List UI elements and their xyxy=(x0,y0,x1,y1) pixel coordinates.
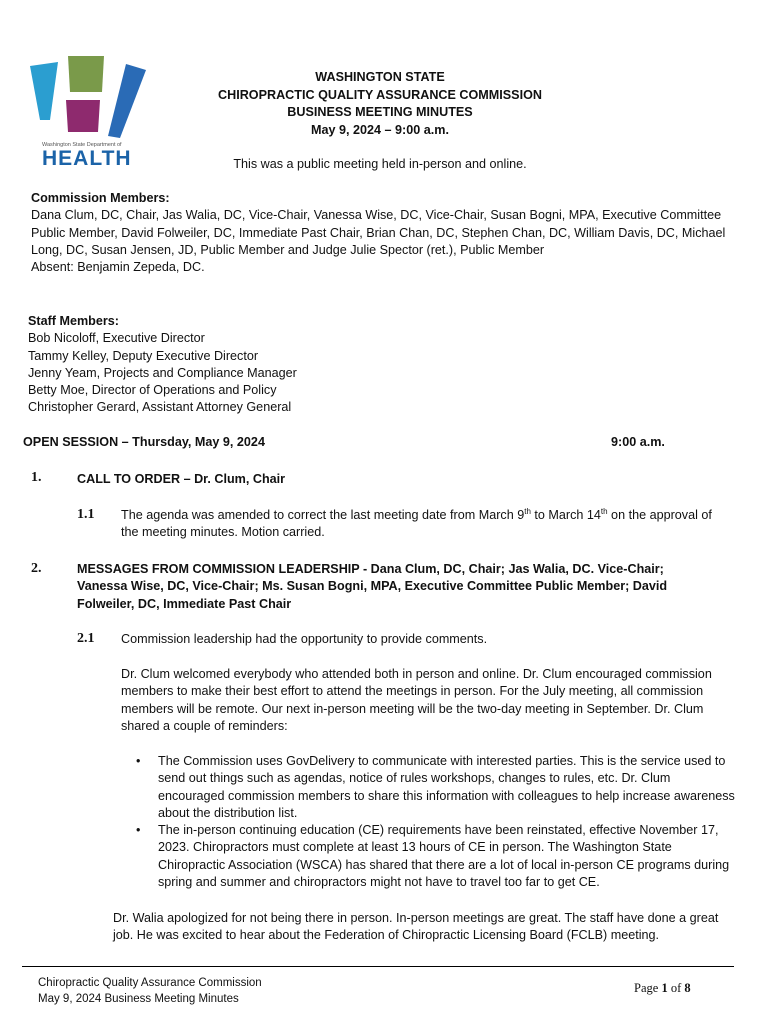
page-total: 8 xyxy=(684,981,691,995)
page-prefix: Page xyxy=(634,981,662,995)
superscript-th: th xyxy=(600,506,608,516)
header-line-3: BUSINESS MEETING MINUTES xyxy=(287,105,473,119)
item-1-1-text xyxy=(121,507,721,542)
doh-logo xyxy=(28,54,148,170)
footer-line-1: Chiropractic Quality Assurance Commission xyxy=(38,977,262,989)
header-line-4: May 9, 2024 – 9:00 a.m. xyxy=(311,122,449,137)
staff-member: Betty Moe, Director of Operations and Policy xyxy=(28,383,277,398)
commission-members-section xyxy=(31,190,731,276)
item-1-1-text-a: The agenda was amended to correct the last meeting date from March 9 xyxy=(121,508,525,522)
item-2-walia-paragraph: Dr. Walia apologized for not being there in person. In-person meetings are great. The staff have done a great job. He was excited to hear about the Federation of Chiropractic Licensing Board (FCLB) meeting. xyxy=(113,911,719,943)
item-2-title: MESSAGES FROM COMMISSION LEADERSHIP - Dana Clum, DC, Chair; Jas Walia, DC. Vice-Chair; Vanessa Wise, DC, Vice-Chair; Ms. Susan Bogni, MPA, Executive Committee Public Member; David Folweiler, DC, Immediate Past Chair xyxy=(77,562,668,611)
public-meeting-note: This was a public meeting held in-person and online. xyxy=(233,157,527,171)
open-session-time: 9:00 a.m. xyxy=(611,435,665,449)
footer-divider xyxy=(22,966,734,967)
commission-members-heading: Commission Members: xyxy=(31,191,170,205)
logo-small-text: Washington State Department of xyxy=(42,142,122,148)
staff-member: Tammy Kelley, Deputy Executive Director xyxy=(28,348,259,363)
commission-absent: Absent: Benjamin Zepeda, DC. xyxy=(31,260,205,275)
staff-members-section xyxy=(28,313,728,417)
superscript-th: th xyxy=(524,506,531,516)
document-header xyxy=(180,69,580,139)
bullet-item xyxy=(122,822,737,891)
item-2-number: 2. xyxy=(31,561,42,576)
staff-member: Christopher Gerard, Assistant Attorney General xyxy=(28,400,292,415)
item-2-1-bullets xyxy=(122,753,737,891)
bullet-icon: • xyxy=(136,754,141,768)
bullet-icon: • xyxy=(136,823,141,838)
commission-members-list: Dana Clum, DC, Chair, Jas Walia, DC, Vice-Chair, Vanessa Wise, DC, Vice-Chair, Susan Bogni, MPA, Executive Committee Public Member, David Folweiler, DC, Immediate Past Chair, Brian Chan, DC, Stephen Chan, DC, William Davis, DC, Michael Long, DC, Susan Jensen, JD, Public Member and Judge Julie Spector (ret.), Public Member xyxy=(31,208,726,257)
page-number xyxy=(634,980,691,997)
bullet-text: The Commission uses GovDelivery to communicate with interested parties. This is the service used to send out things such as agendas, notice of rules workshops, changes to rules, etc. Dr. Clum encouraged commission members to share this information with colleagues to help increase awareness about the distribution list. xyxy=(158,754,735,820)
footer-text xyxy=(38,975,262,1007)
bullet-text: The in-person continuing education (CE) requirements have been reinstated, effective November 17, 2023. Chiropractors must complete at least 13 hours of CE in person. The Washington State Chiropractic Association (WSCA) has shared that there are a lot of local in-person CE programs during spring and summer and chiropractors might not have to travel too far to get CE. xyxy=(158,823,730,890)
item-2-1-number: 2.1 xyxy=(77,631,95,646)
bullet-item xyxy=(122,753,737,822)
item-1-number: 1. xyxy=(31,470,42,485)
staff-member: Jenny Yeam, Projects and Compliance Manager xyxy=(28,365,297,380)
staff-members-heading: Staff Members: xyxy=(28,314,119,328)
item-1-1-text-c: on the approval of the meeting minutes. Motion carried. xyxy=(121,508,712,540)
item-1-1-number: 1.1 xyxy=(77,507,95,522)
footer-line-2: May 9, 2024 Business Meeting Minutes xyxy=(38,993,239,1005)
item-1-1-text-b: to March 14 xyxy=(530,508,601,522)
item-2-1-paragraph: Dr. Clum welcomed everybody who attended both in person and online. Dr. Clum encouraged commission members to make their best effort to attend the meetings in person. For the July meeting, all commission members will be remote. Our next in-person meeting will be the two-day meeting in September. Dr. Clum shared a couple of reminders: xyxy=(121,667,712,733)
open-session-label: OPEN SESSION – Thursday, May 9, 2024 xyxy=(23,435,265,449)
item-1-title: CALL TO ORDER – Dr. Clum, Chair xyxy=(77,472,286,486)
logo-health-text: HEALTH xyxy=(42,147,132,170)
header-line-1: WASHINGTON STATE xyxy=(315,70,445,84)
item-2-1-text: Commission leadership had the opportunity to provide comments. xyxy=(121,632,488,646)
page-current: 1 xyxy=(661,981,668,995)
page-mid: of xyxy=(667,981,685,995)
header-line-2: CHIROPRACTIC QUALITY ASSURANCE COMMISSION xyxy=(218,87,542,102)
staff-member: Bob Nicoloff, Executive Director xyxy=(28,331,205,346)
